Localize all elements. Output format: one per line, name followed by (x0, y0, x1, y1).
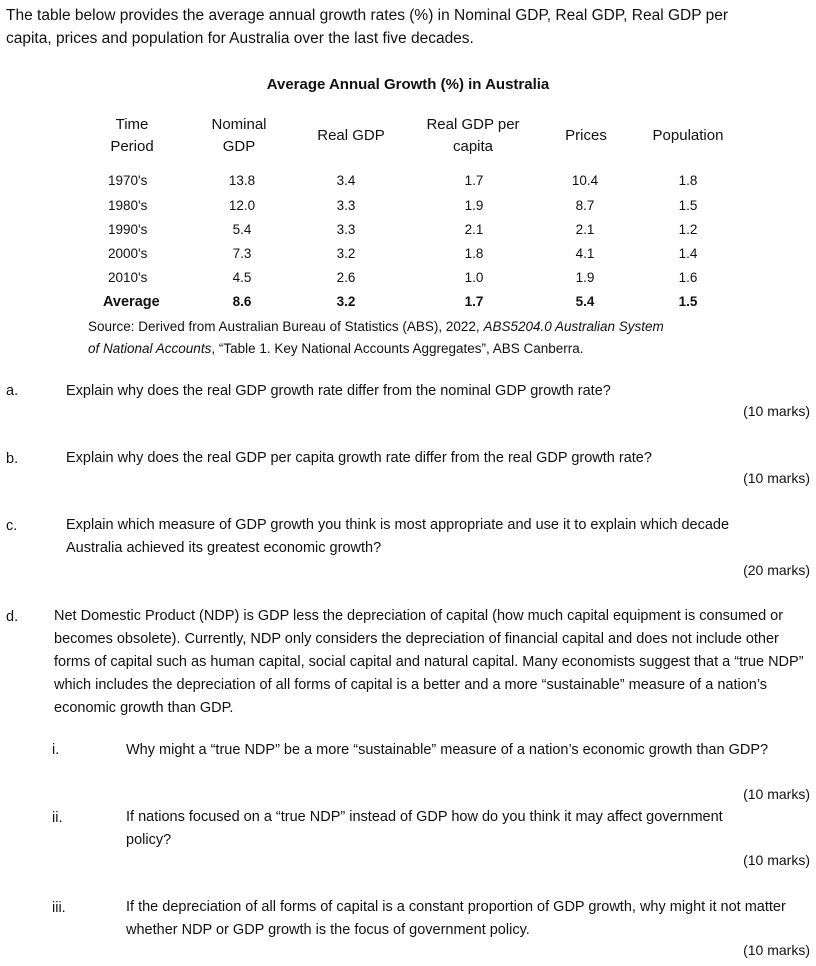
cell-population: 1.2 (678, 222, 698, 237)
cell-real: 2.6 (336, 270, 356, 285)
cell-prices: 4.1 (575, 246, 595, 261)
question-c-text: Explain which measure of GDP growth you think is most appropriate and use it to explain which decade Australia achieved its greatest economic growth? (66, 517, 730, 556)
cell-percap: 1.0 (464, 270, 484, 285)
question-a-text: Explain why does the real GDP growth rate differ from the nominal GDP growth rate? (66, 383, 611, 399)
cell-period: 1990's (108, 222, 148, 237)
cell-population-average: 1.5 (678, 294, 698, 309)
source-publication-cont: of National Accounts (88, 341, 212, 356)
source-text: Source: Derived from Australian Bureau of Statistics (ABS), 2022, (88, 319, 484, 334)
cell-real: 3.3 (336, 198, 356, 213)
header-nominal-line2: GDP (222, 138, 256, 155)
cell-real: 3.2 (336, 246, 356, 261)
question-d-label: d. (6, 609, 19, 625)
question-c-label: c. (6, 518, 18, 534)
question-c-marks: (20 marks) (743, 562, 810, 578)
cell-real-average: 3.2 (336, 294, 356, 309)
cell-prices: 8.7 (575, 198, 595, 213)
cell-percap: 1.8 (464, 246, 484, 261)
header-nominal-gdp (198, 114, 280, 158)
cell-prices: 1.9 (575, 270, 595, 285)
header-prices: Prices (565, 127, 607, 144)
cell-prices: 2.1 (575, 222, 595, 237)
question-d-iii-label: iii. (52, 900, 66, 916)
cell-nominal-average: 8.6 (232, 294, 252, 309)
intro-text (6, 4, 728, 50)
question-d-i-text: Why might a “true NDP” be a more “sustainable” measure of a nation’s economic growth than GDP? (126, 742, 769, 758)
cell-prices-average: 5.4 (575, 294, 595, 309)
cell-population: 1.5 (678, 198, 698, 213)
source-line-2 (88, 338, 664, 360)
header-real-gdp: Real GDP (317, 127, 385, 144)
intro-line-2: capita, prices and population for Australia over the last five decades. (6, 30, 474, 47)
cell-real: 3.4 (336, 173, 356, 188)
header-real-gdp-per-capita (415, 114, 531, 158)
cell-nominal: 12.0 (228, 198, 256, 213)
question-d-i-label: i. (52, 742, 60, 758)
question-d-ii-marks: (10 marks) (743, 852, 810, 868)
source-publication: ABS5204.0 Australian System (483, 319, 664, 334)
cell-percap-average: 1.7 (464, 294, 484, 309)
header-population: Population (652, 127, 724, 144)
cell-nominal: 13.8 (228, 173, 256, 188)
header-percap-line1: Real GDP per (426, 116, 520, 133)
source-table-ref: , “Table 1. Key National Accounts Aggregates”, ABS Canberra. (211, 341, 584, 356)
question-a-marks: (10 marks) (743, 403, 810, 419)
header-nominal-line1: Nominal (211, 116, 267, 133)
cell-period: 1970's (108, 173, 148, 188)
cell-real: 3.3 (336, 222, 356, 237)
header-time-period-line1: Time (115, 116, 149, 133)
header-time-period-line2: Period (110, 138, 154, 155)
question-d-i-marks: (10 marks) (743, 786, 810, 802)
cell-period-average: Average (103, 294, 160, 310)
header-time-period (96, 114, 168, 158)
question-d-iii-marks: (10 marks) (743, 942, 810, 958)
question-b-marks: (10 marks) (743, 470, 810, 486)
cell-nominal: 4.5 (232, 270, 252, 285)
intro-line-1: The table below provides the average annual growth rates (%) in Nominal GDP, Real GDP, Real GDP per (6, 7, 728, 24)
cell-period: 2000's (108, 246, 148, 261)
question-b-label: b. (6, 451, 19, 467)
cell-percap: 1.9 (464, 198, 484, 213)
source-line-1 (88, 316, 664, 338)
cell-period: 1980's (108, 198, 148, 213)
cell-nominal: 7.3 (232, 246, 252, 261)
header-percap-line2: capita (452, 138, 494, 155)
table-title: Average Annual Growth (%) in Australia (266, 76, 550, 93)
cell-population: 1.8 (678, 173, 698, 188)
cell-population: 1.6 (678, 270, 698, 285)
cell-period: 2010's (108, 270, 148, 285)
question-d-text: Net Domestic Product (NDP) is GDP less the depreciation of capital (how much capital equipment is consumed or becomes obsolete). Currently, NDP only considers the depreciation of financial capital and does not include other forms of capital such as human capital, social capital and natural capital. Many economists suggest that a “true NDP” which includes the depreciation of all forms of capital is a better and a more “sustainable” measure of a nation’s economic growth than GDP. (54, 608, 804, 716)
question-d-ii-text: If nations focused on a “true NDP” instead of GDP how do you think it may affect government policy? (126, 809, 723, 848)
cell-population: 1.4 (678, 246, 698, 261)
cell-percap: 2.1 (464, 222, 484, 237)
table-source (88, 316, 664, 360)
question-d-iii-text: If the depreciation of all forms of capital is a constant proportion of GDP growth, why might it not matter whether NDP or GDP growth is the focus of government policy. (126, 899, 786, 938)
cell-nominal: 5.4 (232, 222, 252, 237)
question-d-ii-label: ii. (52, 810, 63, 826)
question-b-text: Explain why does the real GDP per capita growth rate differ from the real GDP growth rate? (66, 450, 652, 466)
cell-percap: 1.7 (464, 173, 484, 188)
cell-prices: 10.4 (571, 173, 599, 188)
question-a-label: a. (6, 383, 19, 399)
